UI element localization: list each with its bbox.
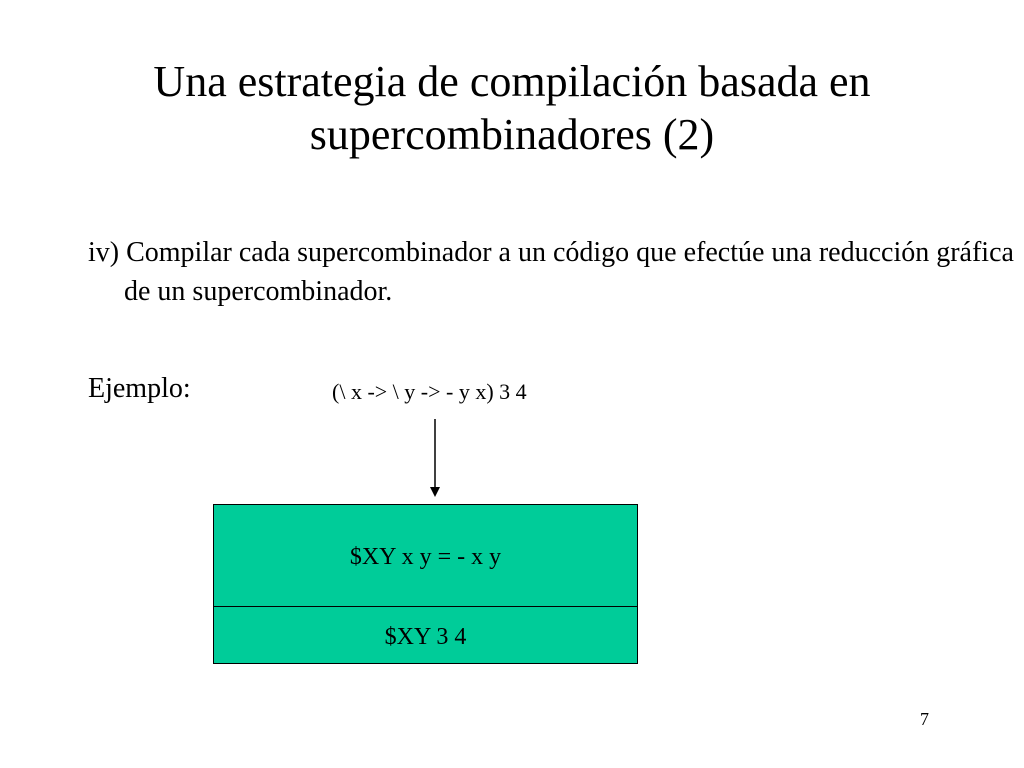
lambda-expression: (\ x -> \ y -> - y x) 3 4: [332, 379, 527, 404]
down-arrow-icon: [425, 419, 445, 497]
bullet-point: iv) Compilar cada supercombinador a un código que efectúe una reducción gráfica de un supercombinador.: [88, 237, 1014, 307]
example-label: Ejemplo:: [88, 373, 191, 404]
slide-title-line-2: supercombinadores (2): [309, 110, 715, 159]
supercombinator-application: $XY 3 4: [384, 624, 467, 650]
slide-title: [0, 55, 1024, 161]
supercombinator-definition: $XY x y = - x y: [214, 505, 637, 607]
slide-title-line-1: Una estrategia de compilación basada en: [153, 57, 871, 106]
page-number: 7: [920, 709, 929, 729]
supercombinator-box: [213, 504, 638, 664]
